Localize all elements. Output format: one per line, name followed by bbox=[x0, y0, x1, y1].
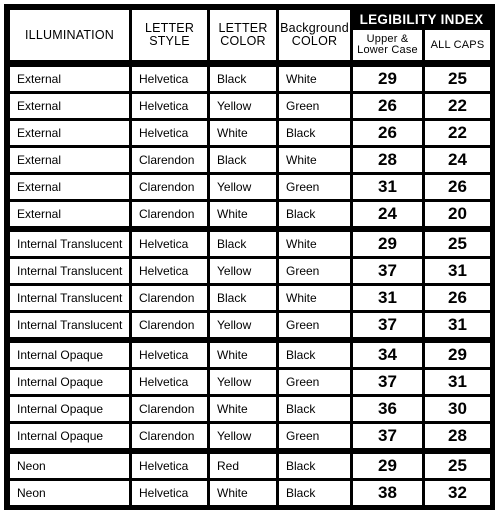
cell-all-caps: 32 bbox=[425, 481, 490, 505]
cell-background-color: Black bbox=[279, 454, 350, 478]
cell-all-caps: 31 bbox=[425, 313, 490, 337]
cell-upper-lower-case: 28 bbox=[353, 148, 422, 172]
cell-letter-style: Clarendon bbox=[132, 286, 207, 310]
cell-all-caps: 26 bbox=[425, 286, 490, 310]
cell-illumination: External bbox=[10, 175, 129, 199]
header-all-caps: ALL CAPS bbox=[425, 30, 490, 60]
cell-letter-style: Helvetica bbox=[132, 343, 207, 367]
cell-all-caps: 31 bbox=[425, 259, 490, 283]
cell-upper-lower-case: 37 bbox=[353, 370, 422, 394]
cell-illumination: External bbox=[10, 202, 129, 226]
cell-background-color: Black bbox=[279, 202, 350, 226]
cell-all-caps: 29 bbox=[425, 343, 490, 367]
cell-letter-color: Yellow bbox=[210, 424, 276, 448]
cell-all-caps: 26 bbox=[425, 175, 490, 199]
cell-letter-color: White bbox=[210, 343, 276, 367]
cell-letter-color: Yellow bbox=[210, 175, 276, 199]
cell-letter-color: White bbox=[210, 397, 276, 421]
header-letter-color: LETTER COLOR bbox=[210, 10, 276, 60]
cell-upper-lower-case: 36 bbox=[353, 397, 422, 421]
cell-letter-color: Red bbox=[210, 454, 276, 478]
cell-letter-style: Helvetica bbox=[132, 67, 207, 91]
cell-illumination: Internal Translucent bbox=[10, 259, 129, 283]
cell-letter-color: Yellow bbox=[210, 313, 276, 337]
cell-letter-color: Black bbox=[210, 148, 276, 172]
cell-background-color: Green bbox=[279, 94, 350, 118]
header-letter-style: LETTER STYLE bbox=[132, 10, 207, 60]
cell-background-color: Green bbox=[279, 259, 350, 283]
cell-letter-style: Helvetica bbox=[132, 259, 207, 283]
cell-illumination: Internal Opaque bbox=[10, 370, 129, 394]
cell-letter-color: White bbox=[210, 202, 276, 226]
cell-background-color: Black bbox=[279, 343, 350, 367]
cell-background-color: Black bbox=[279, 121, 350, 145]
cell-all-caps: 31 bbox=[425, 370, 490, 394]
cell-illumination: External bbox=[10, 121, 129, 145]
cell-letter-style: Clarendon bbox=[132, 397, 207, 421]
cell-letter-style: Helvetica bbox=[132, 121, 207, 145]
cell-letter-color: Black bbox=[210, 286, 276, 310]
cell-illumination: Internal Translucent bbox=[10, 313, 129, 337]
header-illumination: ILLUMINATION bbox=[10, 10, 129, 60]
cell-upper-lower-case: 31 bbox=[353, 286, 422, 310]
cell-letter-style: Clarendon bbox=[132, 313, 207, 337]
cell-background-color: Black bbox=[279, 481, 350, 505]
cell-illumination: Internal Translucent bbox=[10, 232, 129, 256]
cell-background-color: Black bbox=[279, 397, 350, 421]
cell-letter-style: Clarendon bbox=[132, 424, 207, 448]
cell-upper-lower-case: 38 bbox=[353, 481, 422, 505]
cell-background-color: Green bbox=[279, 313, 350, 337]
cell-upper-lower-case: 29 bbox=[353, 67, 422, 91]
cell-illumination: Internal Opaque bbox=[10, 397, 129, 421]
header-background-color: Background COLOR bbox=[279, 10, 350, 60]
cell-letter-style: Helvetica bbox=[132, 370, 207, 394]
cell-all-caps: 24 bbox=[425, 148, 490, 172]
cell-upper-lower-case: 37 bbox=[353, 259, 422, 283]
cell-background-color: Green bbox=[279, 424, 350, 448]
cell-upper-lower-case: 37 bbox=[353, 424, 422, 448]
cell-upper-lower-case: 34 bbox=[353, 343, 422, 367]
cell-illumination: External bbox=[10, 67, 129, 91]
cell-upper-lower-case: 24 bbox=[353, 202, 422, 226]
cell-all-caps: 28 bbox=[425, 424, 490, 448]
cell-background-color: White bbox=[279, 286, 350, 310]
cell-illumination: Internal Opaque bbox=[10, 424, 129, 448]
cell-upper-lower-case: 29 bbox=[353, 232, 422, 256]
cell-background-color: White bbox=[279, 148, 350, 172]
cell-letter-color: White bbox=[210, 121, 276, 145]
cell-background-color: Green bbox=[279, 370, 350, 394]
cell-upper-lower-case: 29 bbox=[353, 454, 422, 478]
cell-background-color: White bbox=[279, 67, 350, 91]
cell-letter-style: Helvetica bbox=[132, 481, 207, 505]
cell-illumination: External bbox=[10, 94, 129, 118]
cell-illumination: External bbox=[10, 148, 129, 172]
cell-illumination: Neon bbox=[10, 454, 129, 478]
cell-letter-style: Helvetica bbox=[132, 232, 207, 256]
cell-all-caps: 30 bbox=[425, 397, 490, 421]
cell-letter-color: Yellow bbox=[210, 94, 276, 118]
cell-upper-lower-case: 26 bbox=[353, 121, 422, 145]
cell-all-caps: 25 bbox=[425, 232, 490, 256]
cell-letter-color: Yellow bbox=[210, 370, 276, 394]
cell-upper-lower-case: 26 bbox=[353, 94, 422, 118]
cell-letter-style: Clarendon bbox=[132, 148, 207, 172]
cell-letter-style: Helvetica bbox=[132, 94, 207, 118]
cell-all-caps: 25 bbox=[425, 454, 490, 478]
cell-letter-style: Clarendon bbox=[132, 175, 207, 199]
cell-background-color: White bbox=[279, 232, 350, 256]
cell-letter-color: Yellow bbox=[210, 259, 276, 283]
cell-background-color: Green bbox=[279, 175, 350, 199]
cell-all-caps: 25 bbox=[425, 67, 490, 91]
cell-all-caps: 20 bbox=[425, 202, 490, 226]
cell-illumination: Neon bbox=[10, 481, 129, 505]
cell-letter-color: Black bbox=[210, 67, 276, 91]
cell-illumination: Internal Translucent bbox=[10, 286, 129, 310]
cell-upper-lower-case: 37 bbox=[353, 313, 422, 337]
cell-all-caps: 22 bbox=[425, 121, 490, 145]
header-upper-lower-case: Upper & Lower Case bbox=[353, 30, 422, 60]
cell-letter-style: Clarendon bbox=[132, 202, 207, 226]
cell-all-caps: 22 bbox=[425, 94, 490, 118]
cell-illumination: Internal Opaque bbox=[10, 343, 129, 367]
cell-letter-color: Black bbox=[210, 232, 276, 256]
cell-letter-color: White bbox=[210, 481, 276, 505]
header-legibility-index: LEGIBILITY INDEX bbox=[353, 10, 490, 29]
cell-upper-lower-case: 31 bbox=[353, 175, 422, 199]
cell-letter-style: Helvetica bbox=[132, 454, 207, 478]
